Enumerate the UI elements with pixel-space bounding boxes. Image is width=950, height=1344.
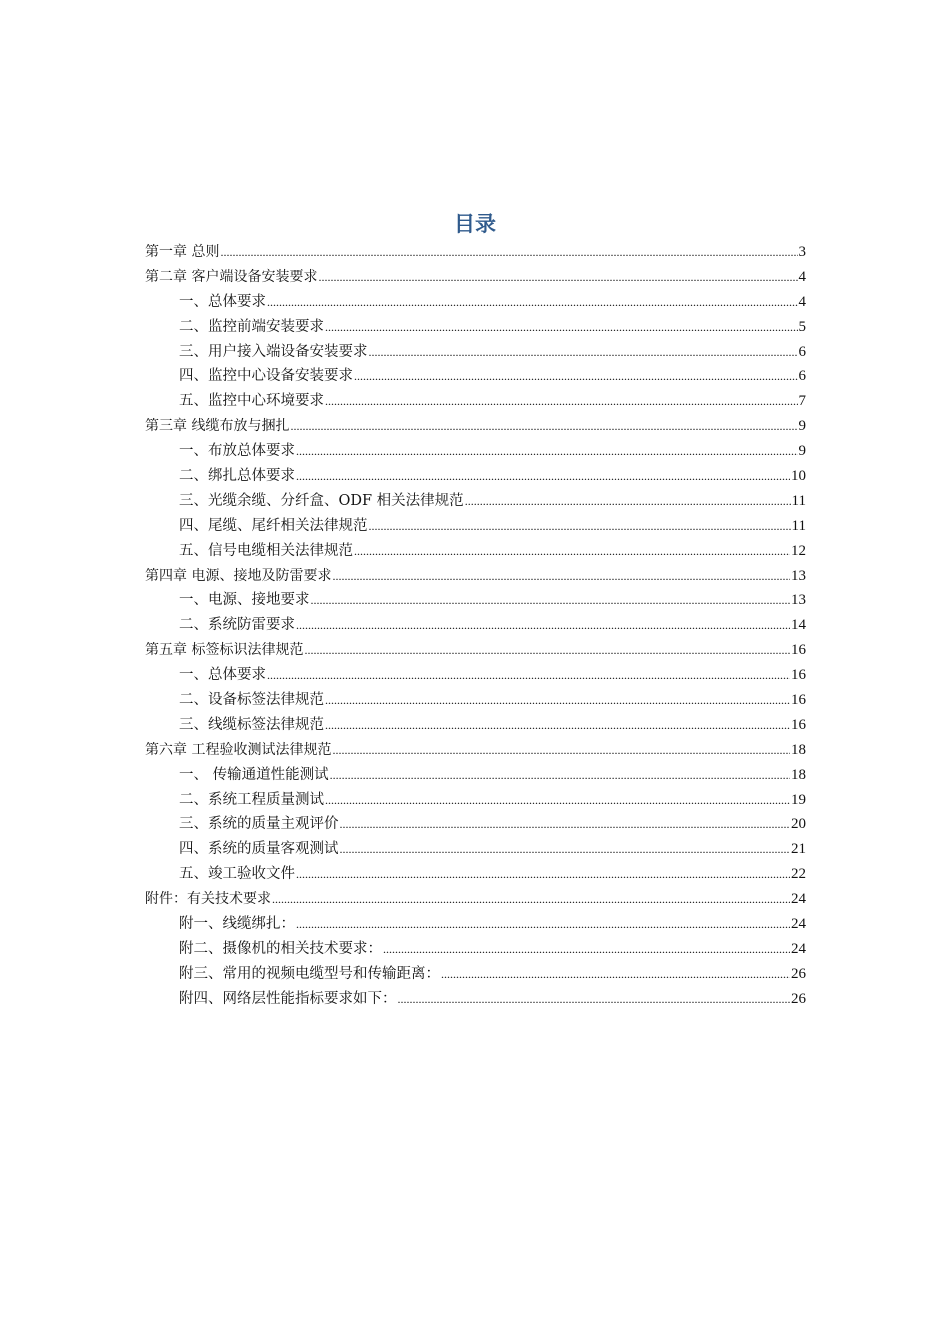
toc-page-number: 16 [791, 716, 806, 733]
toc-page-number: 24 [791, 916, 806, 933]
toc-dot-leader [354, 539, 790, 564]
toc-entry-label: 五、监控中心环境要求 [179, 393, 324, 410]
toc-dot-leader [325, 389, 798, 414]
toc-page-number: 26 [791, 990, 806, 1007]
toc-dot-leader [465, 489, 791, 514]
toc-section-entry[interactable] [145, 862, 806, 887]
toc-page-number: 16 [791, 667, 806, 684]
toc-entry-label: 第三章 线缆布放与捆扎 [145, 418, 290, 435]
toc-entry-label: 五、信号电缆相关法律规范 [179, 542, 353, 559]
toc-page-number: 4 [798, 268, 806, 285]
toc-page-number: 3 [798, 244, 806, 260]
toc-dot-leader [220, 240, 797, 265]
toc-page-number: 11 [791, 492, 806, 509]
toc-entry-label: 三、用户接入端设备安装要求 [179, 343, 368, 360]
toc-entry-label: 第二章 客户端设备安装要求 [145, 268, 318, 285]
toc-dot-leader [332, 738, 790, 763]
toc-dot-leader [340, 812, 791, 837]
toc-section-entry[interactable] [145, 663, 806, 688]
toc-entry-label: 附三、常用的视频电缆型号和传输距离： [179, 965, 440, 982]
toc-dot-leader [398, 987, 791, 1012]
toc-page-number: 14 [791, 617, 806, 634]
toc-entry-label: 三、系统的质量主观评价 [179, 816, 339, 833]
toc-dot-leader [267, 290, 798, 315]
toc-section-entry[interactable] [145, 812, 806, 837]
toc-page-number: 6 [798, 368, 806, 385]
toc-section-entry[interactable] [145, 688, 806, 713]
toc-page-number: 22 [791, 866, 806, 883]
toc-page-number: 9 [798, 418, 806, 435]
toc-page-number: 4 [798, 293, 806, 310]
toc-page-number: 13 [791, 567, 806, 584]
toc-section-entry[interactable] [145, 464, 806, 489]
toc-entry-label: 一、电源、接地要求 [179, 592, 310, 609]
toc-page-number: 11 [791, 517, 806, 534]
toc-section-entry[interactable] [145, 763, 806, 788]
toc-entry-label: 一、 传输通道性能测试 [179, 766, 329, 783]
toc-entry-label: 附四、网络层性能指标要求如下： [179, 990, 397, 1007]
toc-dot-leader [332, 564, 790, 589]
toc-page-number: 7 [798, 393, 806, 410]
toc-entry-label: 四、尾缆、尾纤相关法律规范 [179, 517, 368, 534]
toc-dot-leader [296, 862, 790, 887]
toc-entry-label: 二、监控前端安装要求 [179, 318, 324, 335]
toc-page-number: 9 [798, 443, 806, 460]
toc-dot-leader [296, 439, 798, 464]
toc-entry-label: 附件：有关技术要求 [145, 891, 271, 908]
toc-section-entry[interactable] [145, 290, 806, 315]
toc-page-number: 16 [791, 642, 806, 659]
toc-section-entry[interactable] [145, 539, 806, 564]
toc-entry-label: 第四章 电源、接地及防雷要求 [145, 567, 332, 584]
toc-chapter-entry[interactable] [145, 738, 806, 763]
toc-entry-label: 四、监控中心设备安装要求 [179, 368, 353, 385]
toc-section-entry[interactable] [145, 613, 806, 638]
toc-dot-leader [330, 763, 790, 788]
toc-page-number: 20 [791, 816, 806, 833]
toc-section-entry[interactable] [145, 588, 806, 613]
toc-dot-leader [318, 265, 797, 290]
toc-dot-leader [290, 414, 797, 439]
toc-dot-leader [441, 962, 790, 987]
toc-entry-label: 二、系统防雷要求 [179, 617, 295, 634]
toc-section-entry[interactable] [145, 489, 806, 514]
toc-page-number: 26 [791, 965, 806, 982]
toc-section-entry[interactable] [145, 837, 806, 862]
toc-chapter-entry[interactable] [145, 265, 806, 290]
toc-entry-label: 附二、摄像机的相关技术要求： [179, 940, 382, 957]
toc-section-entry[interactable] [145, 788, 806, 813]
table-of-contents [145, 240, 806, 1012]
toc-dot-leader [272, 887, 790, 912]
toc-section-entry[interactable] [145, 713, 806, 738]
toc-dot-leader [325, 688, 790, 713]
toc-dot-leader [311, 588, 791, 613]
toc-page-number: 21 [791, 841, 806, 858]
toc-title: 目录 [454, 212, 496, 236]
toc-dot-leader [296, 464, 790, 489]
toc-section-entry[interactable] [145, 987, 806, 1012]
toc-section-entry[interactable] [145, 912, 806, 937]
toc-dot-leader [383, 937, 790, 962]
toc-section-entry[interactable] [145, 962, 806, 987]
toc-entry-label: 二、设备标签法律规范 [179, 692, 324, 709]
toc-dot-leader [304, 638, 790, 663]
toc-section-entry[interactable] [145, 340, 806, 365]
toc-section-entry[interactable] [145, 514, 806, 539]
toc-dot-leader [325, 315, 798, 340]
toc-dot-leader [354, 364, 798, 389]
toc-dot-leader [369, 514, 791, 539]
toc-dot-leader [340, 837, 791, 862]
toc-page-number: 24 [791, 891, 806, 908]
toc-page-number: 6 [798, 343, 806, 360]
toc-page-number: 18 [791, 766, 806, 783]
toc-page-number: 12 [791, 542, 806, 559]
toc-entry-label: 附一、线缆绑扎： [179, 916, 295, 933]
toc-section-entry[interactable] [145, 389, 806, 414]
toc-section-entry[interactable] [145, 364, 806, 389]
toc-chapter-entry[interactable] [145, 887, 806, 912]
toc-dot-leader [369, 340, 798, 365]
toc-chapter-entry[interactable] [145, 564, 806, 589]
toc-chapter-entry[interactable] [145, 414, 806, 439]
toc-page-number: 19 [791, 791, 806, 808]
toc-chapter-entry[interactable] [145, 240, 806, 265]
toc-page-number: 10 [791, 468, 806, 485]
toc-page-number: 18 [791, 741, 806, 758]
toc-page-number: 13 [791, 592, 806, 609]
toc-section-entry[interactable] [145, 439, 806, 464]
toc-entry-label: 三、线缆标签法律规范 [179, 716, 324, 733]
toc-entry-label: 二、系统工程质量测试 [179, 791, 324, 808]
toc-page-number: 24 [791, 940, 806, 957]
toc-entry-label: 第一章 总则 [145, 244, 220, 260]
toc-entry-label: 一、总体要求 [179, 293, 266, 310]
toc-section-entry[interactable] [145, 315, 806, 340]
toc-entry-label: 一、总体要求 [179, 667, 266, 684]
toc-page-number: 5 [798, 318, 806, 335]
toc-page-number: 16 [791, 692, 806, 709]
toc-dot-leader [296, 613, 790, 638]
toc-dot-leader [296, 912, 790, 937]
toc-entry-label: 三、光缆余缆、分纤盒、ODF 相关法律规范 [179, 492, 464, 509]
toc-chapter-entry[interactable] [145, 638, 806, 663]
toc-dot-leader [267, 663, 790, 688]
toc-dot-leader [325, 713, 790, 738]
toc-entry-label: 一、布放总体要求 [179, 443, 295, 460]
toc-entry-label: 二、绑扎总体要求 [179, 468, 295, 485]
toc-entry-label: 四、系统的质量客观测试 [179, 841, 339, 858]
toc-entry-label: 五、竣工验收文件 [179, 866, 295, 883]
toc-dot-leader [325, 788, 790, 813]
toc-entry-label: 第五章 标签标识法律规范 [145, 642, 304, 659]
toc-section-entry[interactable] [145, 937, 806, 962]
toc-entry-label: 第六章 工程验收测试法律规范 [145, 741, 332, 758]
